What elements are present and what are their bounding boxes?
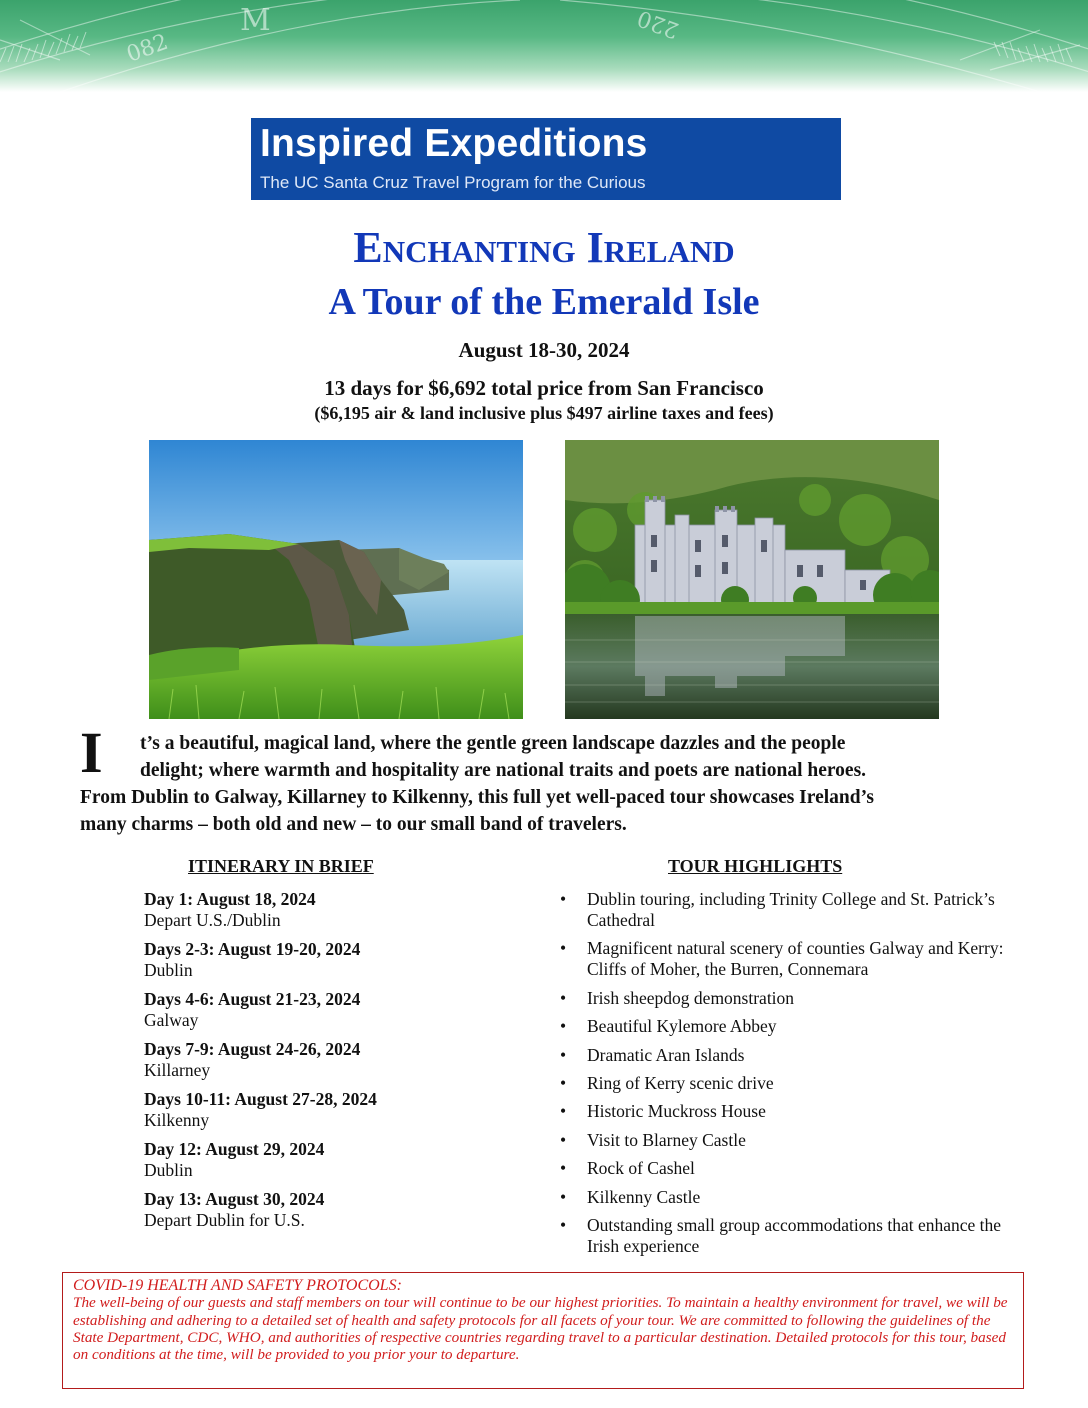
itinerary-place: Dublin — [144, 960, 193, 980]
highlight-item — [560, 938, 1030, 980]
bullet-icon: • — [560, 1101, 567, 1122]
decorative-compass-pattern — [0, 0, 1088, 92]
intro-line: t’s a beautiful, magical land, where the gentle green landscape dazzles and the people — [140, 733, 846, 754]
itinerary-place: Depart Dublin for U.S. — [144, 1210, 305, 1230]
bullet-icon: • — [560, 987, 567, 1008]
itinerary-place: Galway — [144, 1010, 199, 1030]
highlight-item — [560, 889, 1030, 931]
highlight-item — [560, 1187, 1030, 1208]
covid-notice — [62, 1272, 1024, 1389]
itinerary-item — [144, 1089, 524, 1139]
itinerary-place: Killarney — [144, 1060, 211, 1080]
highlight-item — [560, 1101, 1030, 1122]
highlight-text: Outstanding small group accommodations that enhance the Irish experience — [587, 1214, 1002, 1256]
tour-subtitle: A Tour of the Emerald Isle — [328, 281, 760, 323]
itinerary-item — [144, 1139, 524, 1189]
highlight-item — [560, 1158, 1030, 1179]
logo-subtitle: The UC Santa Cruz Travel Program for the Curious — [260, 173, 646, 192]
highlight-item — [560, 1215, 1030, 1257]
program-logo — [251, 118, 841, 200]
tour-title: Enchanting Ireland — [353, 223, 735, 272]
bullet-icon: • — [560, 1129, 567, 1150]
bullet-icon: • — [560, 1044, 567, 1065]
intro-line: many charms – both old and new – to our small band of travelers. — [80, 814, 627, 835]
highlight-item — [560, 1045, 1030, 1066]
highlight-item — [560, 1016, 1030, 1037]
highlight-item — [560, 988, 1030, 1009]
highlight-text: Visit to Blarney Castle — [587, 1129, 746, 1150]
covid-body: The well-being of our guests and staff members on tour will continue to be our highest priorities. To maintain a healthy environment for travel, we will be establishing and adhering to a detailed set of health and safety protocols for all facets of your tour. We are committed to following the guidelines of the State Department, CDC, WHO, and authorities of respective countries regarding travel to a particular destination. Detailed protocols for this tour, based on conditions at the time, will be provided to you prior your to departure. — [73, 1294, 1008, 1364]
price-breakdown: ($6,195 air & land inclusive plus $497 airline taxes and fees) — [314, 403, 774, 423]
intro-line: From Dublin to Galway, Killarney to Kilkenny, this full yet well-paced tour showcases Ireland’s — [80, 787, 874, 808]
itinerary-item — [144, 989, 524, 1039]
itinerary-item — [144, 939, 524, 989]
itinerary-day: Days 10-11: August 27-28, 2024 — [144, 1089, 377, 1109]
highlight-text: Rock of Cashel — [587, 1158, 695, 1179]
intro-dropcap: I — [80, 720, 103, 785]
itinerary-day: Days 2-3: August 19-20, 2024 — [144, 939, 361, 959]
highlight-text: Irish sheepdog demonstration — [587, 987, 795, 1008]
bullet-icon: • — [560, 938, 567, 959]
intro-line: delight; where warmth and hospitality are national traits and poets are national heroes. — [140, 760, 867, 781]
tour-price: 13 days for $6,692 total price from San Francisco — [324, 376, 764, 400]
itinerary-day: Day 12: August 29, 2024 — [144, 1139, 325, 1159]
bullet-icon: • — [560, 1016, 567, 1037]
highlights-heading: TOUR HIGHLIGHTS — [668, 856, 843, 876]
itinerary-day: Day 1: August 18, 2024 — [144, 889, 316, 909]
highlight-item — [560, 1073, 1030, 1094]
bullet-icon: • — [560, 889, 567, 909]
bullet-icon: • — [560, 1158, 567, 1179]
itinerary-day: Days 7-9: August 24-26, 2024 — [144, 1039, 361, 1059]
itinerary-item — [144, 1039, 524, 1089]
itinerary-day: Days 4-6: August 21-23, 2024 — [144, 989, 361, 1009]
highlight-text: Beautiful Kylemore Abbey — [587, 1016, 777, 1037]
svg-text:082: 082 — [123, 29, 172, 68]
highlight-text: Ring of Kerry scenic drive — [587, 1072, 774, 1093]
itinerary-day: Day 13: August 30, 2024 — [144, 1189, 325, 1209]
highlight-text: Dramatic Aran Islands — [587, 1044, 745, 1065]
highlight-text: Magnificent natural scenery of counties Galway and Kerry: Cliffs of Moher, the Burren, Connemara — [587, 938, 1004, 980]
bullet-icon: • — [560, 1214, 567, 1235]
itinerary-list — [144, 889, 524, 1239]
itinerary-item — [144, 889, 524, 939]
highlight-text: Dublin touring, including Trinity College and St. Patrick’s Cathedral — [587, 889, 995, 930]
tour-dates: August 18-30, 2024 — [458, 338, 630, 362]
svg-text:220: 220 — [634, 4, 683, 43]
highlights-list — [560, 889, 1030, 1264]
itinerary-item — [144, 1189, 524, 1239]
highlight-item — [560, 1130, 1030, 1151]
highlight-text: Kilkenny Castle — [587, 1186, 701, 1207]
bullet-icon: • — [560, 1186, 567, 1207]
svg-text:M: M — [240, 3, 271, 38]
itinerary-place: Dublin — [144, 1160, 193, 1180]
itinerary-heading: ITINERARY IN BRIEF — [188, 856, 374, 876]
covid-title: COVID-19 HEALTH AND SAFETY PROTOCOLS: — [73, 1277, 402, 1294]
header-banner — [0, 0, 1088, 92]
cliffs-of-moher-photo — [149, 440, 523, 719]
logo-title: Inspired Expeditions — [260, 122, 648, 165]
itinerary-place: Depart U.S./Dublin — [144, 910, 281, 930]
bullet-icon: • — [560, 1072, 567, 1093]
highlight-text: Historic Muckross House — [587, 1101, 766, 1122]
kylemore-abbey-photo — [565, 440, 939, 719]
itinerary-place: Kilkenny — [144, 1110, 210, 1130]
intro-paragraph — [80, 730, 1020, 838]
